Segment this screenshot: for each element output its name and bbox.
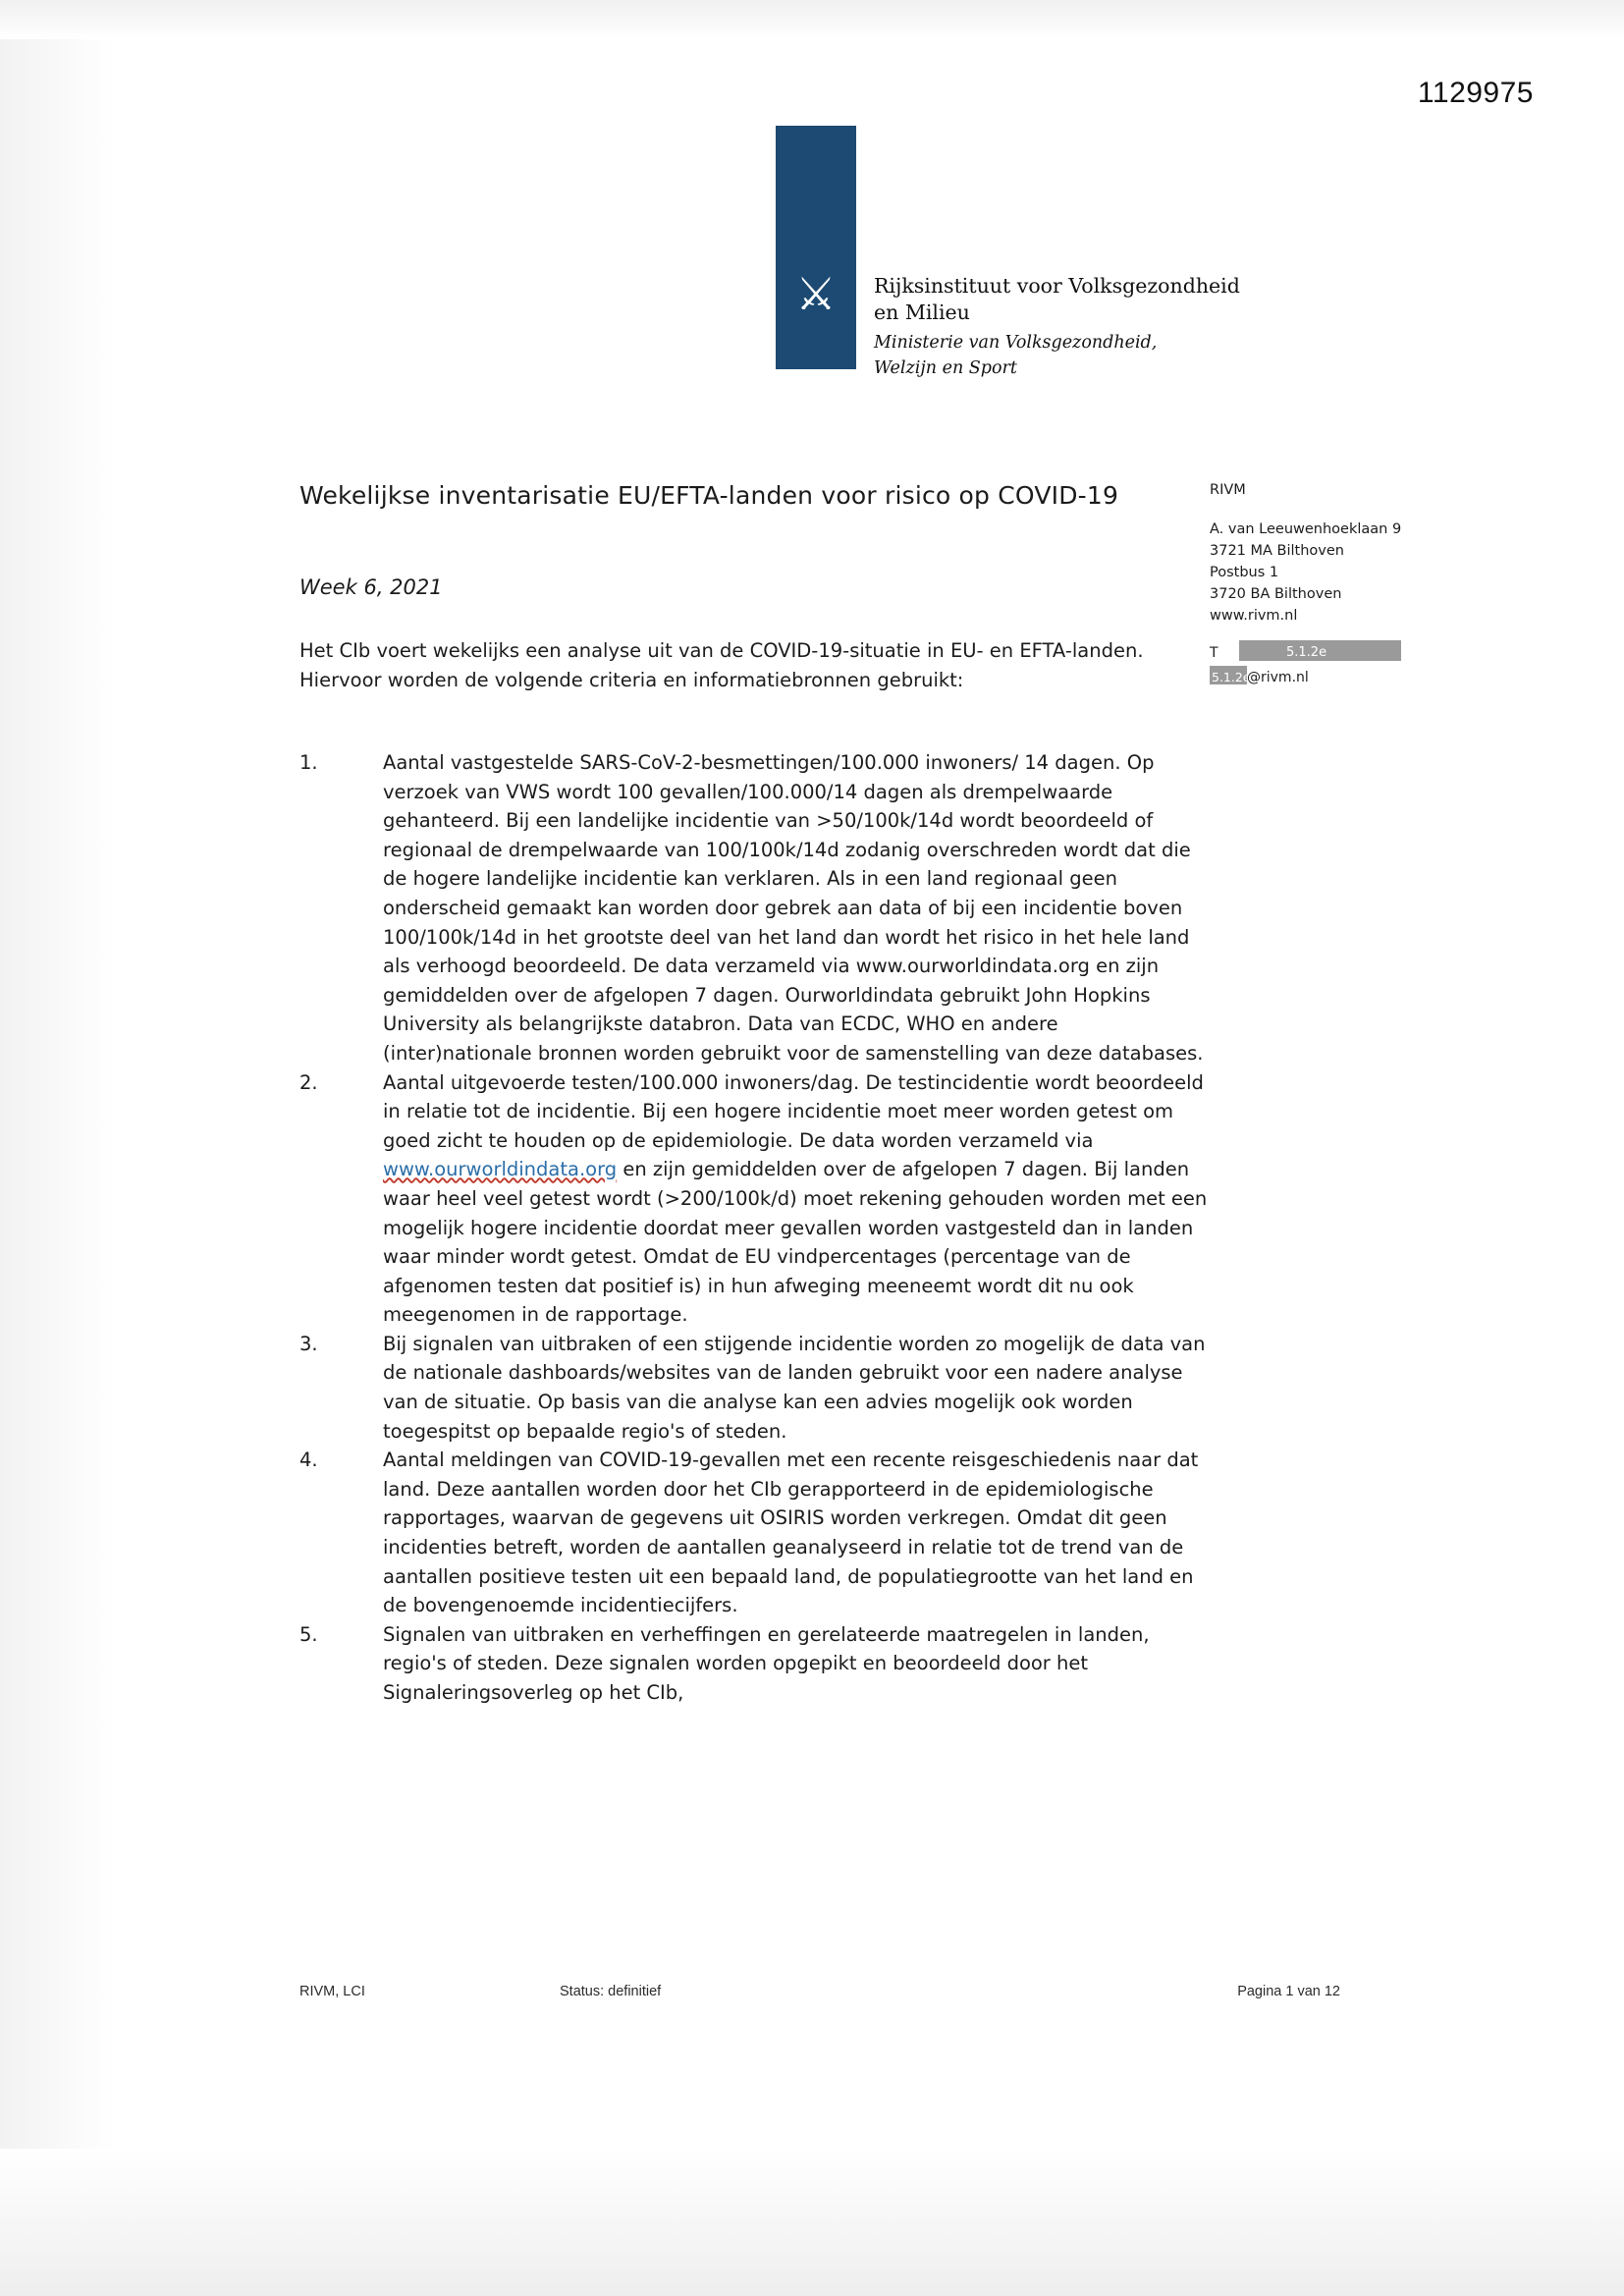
footer-status: Status: definitief	[560, 1984, 662, 1999]
list-item-text: Bij signalen van uitbraken of een stijgende incidentie worden zo mogelijk de data van de nationale dashboards/websites van de landen gebruikt voor een nadere analyse van de situatie. Op basis van die analyse kan een advies mogelijk ook worden toegespitst op bepaalde regio's of steden.	[383, 1332, 1206, 1443]
list-item-number: 3.	[299, 1332, 318, 1355]
list-item	[299, 1068, 1213, 1330]
list-item	[299, 1446, 1213, 1620]
document-number: 1129975	[1417, 77, 1534, 109]
list-item-text-before-link: Aantal uitgevoerde testen/100.000 inwoners/dag. De testincidentie wordt beoordeeld in relatie tot de incidentie. Bij een hogere incidentie moet meer worden getest om goed zicht te houden op de epidemiologie. De data worden verzameld via	[383, 1070, 1204, 1152]
phone-label: T	[1210, 645, 1218, 661]
organization-logo-text	[874, 273, 1326, 381]
list-item-number: 2.	[299, 1070, 318, 1094]
address-postal-city: 3721 MA Bilthoven	[1210, 543, 1344, 559]
phone-redaction-label: 5.1.2e	[1286, 645, 1327, 660]
logo-line-3: Ministerie van Volksgezondheid,	[874, 333, 1158, 353]
list-item-number: 5.	[299, 1622, 318, 1646]
logo-line-4: Welzijn en Sport	[874, 358, 1017, 378]
logo-blue-bar	[776, 126, 856, 369]
scan-edge-top	[0, 0, 1624, 39]
footer-left: RIVM, LCI	[299, 1984, 365, 1999]
criteria-list	[299, 748, 1213, 1708]
phone-row	[1210, 640, 1514, 663]
list-item	[299, 1620, 1213, 1708]
list-item-text-after-link: en zijn gemiddelden over de afgelopen 7 dagen. Bij landen waar heel veel getest wordt (>200/100k/d) moet rekening gehouden worden met een mogelijk hogere incidentie doordat meer gevallen worden vastgesteld dan in landen waar minder wordt getest. Omdat de EU vindpercentages (percentage van de afgenomen testen dat positief is) in hun afweging meeneemt wordt dit nu ook meegenomen in de rapportage.	[383, 1158, 1208, 1327]
address-pobox: Postbus 1	[1210, 565, 1279, 580]
list-item	[299, 748, 1213, 1068]
list-item-number: 1.	[299, 751, 318, 774]
coat-of-arms-icon: ⚔	[795, 267, 837, 320]
page-title: Wekelijkse inventarisatie EU/EFTA-landen voor risico op COVID-19	[299, 481, 1119, 510]
scan-edge-left	[0, 0, 116, 2296]
address-website: www.rivm.nl	[1210, 608, 1298, 624]
list-item	[299, 1330, 1213, 1446]
logo-line-1: Rijksinstituut voor Volksgezondheid	[874, 274, 1240, 298]
email-suffix: @rivm.nl	[1247, 670, 1309, 685]
list-item-text	[383, 1068, 1213, 1330]
list-item-text: Signalen van uitbraken en verheffingen en gerelateerde maatregelen in landen, regio's of steden. Deze signalen worden opgepikt en beoordeeld door het Signaleringsoverleg op het CIb,	[383, 1622, 1150, 1704]
ourworldindata-link[interactable]: www.ourworldindata.org	[383, 1158, 618, 1181]
footer-page-number: Pagina 1 van 12	[1237, 1984, 1340, 1999]
address-pobox-city: 3720 BA Bilthoven	[1210, 586, 1342, 602]
scan-edge-bottom	[0, 2149, 1624, 2296]
intro-paragraph: Het CIb voert wekelijks een analyse uit van de COVID-19-situatie in EU- en EFTA-landen. Hiervoor worden de volgende criteria en informatiebronnen gebruikt:	[299, 639, 1144, 691]
address-org: RIVM	[1210, 482, 1246, 498]
list-item-text: Aantal meldingen van COVID-19-gevallen met een recente reisgeschiedenis naar dat land. Deze aantallen worden door het CIb gerapporteerd in de epidemiologische rapportages, waarvan de gegevens uit OSIRIS worden verkregen. Omdat dit geen incidenties betreft, worden de aantallen geanalyseerd in relatie tot de trend van de aantallen positieve testen uit een bepaald land, de populatiegrootte van het land en de bovengenoemde incidentiecijfers.	[383, 1449, 1199, 1617]
address-block	[1210, 479, 1514, 687]
logo-line-2: en Milieu	[874, 301, 970, 324]
email-redaction-label: 5.1.2e	[1212, 670, 1251, 684]
page-subtitle: Week 6, 2021	[299, 575, 443, 599]
list-item-number: 4.	[299, 1449, 318, 1472]
address-street: A. van Leeuwenhoeklaan 9	[1210, 521, 1402, 537]
list-item-text: Aantal vastgestelde SARS-CoV-2-besmettingen/100.000 inwoners/ 14 dagen. Op verzoek van VWS wordt 100 gevallen/100.000/14 dagen als drempelwaarde gehanteerd. Bij een landelijke incidentie van >50/100k/14d wordt beoordeeld of regionaal de drempelwaarde van 100/100k/14d zodanig overschreden wordt dat die de hogere landelijke incidentie kan verklaren. Als in een land regionaal geen onderscheid gemaakt kan worden door gebrek aan data of bij een incidentie boven 100/100k/14d in het grootste deel van het land dan wordt het risico in het hele land als verhoogd beoordeeld. De data verzameld via www.ourworldindata.org en zijn gemiddelden over de afgelopen 7 dagen. Ourworldindata gebruikt John Hopkins University als belangrijkste databron. Data van ECDC, WHO en andere (inter)nationale bronnen worden gebruikt voor de samenstelling van deze databases.	[383, 751, 1204, 1065]
email-row	[1210, 666, 1514, 687]
